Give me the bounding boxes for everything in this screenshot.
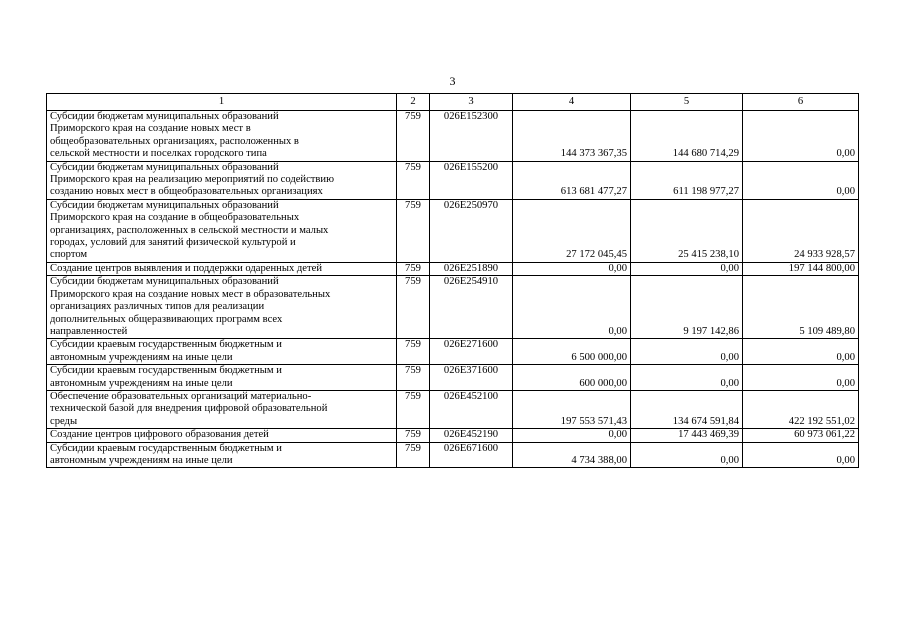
item-name-line: автономным учреждениям на иные цели <box>50 351 233 363</box>
target-article-cell: 026E152300 <box>430 111 513 162</box>
grbs-code-cell: 759 <box>397 262 430 275</box>
grbs-code-cell: 759 <box>397 429 430 442</box>
item-name-cell <box>47 276 397 339</box>
item-name-line: Субсидии краевым государственным бюджетным и <box>50 365 282 377</box>
target-article-cell: 026E452100 <box>430 390 513 428</box>
amount-cell-col5: 611 198 977,27 <box>631 161 743 199</box>
item-name-cell <box>47 429 397 442</box>
item-name-line: технической базой для внедрения цифровой образовательной <box>50 403 328 415</box>
item-name-line: Субсидии бюджетам муниципальных образований <box>50 111 279 122</box>
item-name-cell <box>47 262 397 275</box>
grbs-code-cell: 759 <box>397 161 430 199</box>
amount-cell-col6: 0,00 <box>743 111 859 162</box>
item-name-line: Создание центров выявления и поддержки одаренных детей <box>50 262 323 274</box>
amount-cell-col6: 0,00 <box>743 339 859 365</box>
header-cell-3: 3 <box>430 94 513 111</box>
table-row <box>47 442 859 468</box>
amount-cell-col6: 60 973 061,22 <box>743 429 859 442</box>
item-name-line: Субсидии краевым государственным бюджетным и <box>50 442 282 454</box>
target-article-cell: 026E271600 <box>430 339 513 365</box>
table-row <box>47 262 859 275</box>
table-row <box>47 429 859 442</box>
target-article-cell: 026E250970 <box>430 199 513 262</box>
amount-cell-col4: 0,00 <box>513 262 631 275</box>
item-name-line: направленностей <box>50 325 128 337</box>
amount-cell-col6: 197 144 800,00 <box>743 262 859 275</box>
grbs-code-cell: 759 <box>397 339 430 365</box>
item-name-line: Субсидии бюджетам муниципальных образований <box>50 161 279 173</box>
grbs-code-cell: 759 <box>397 199 430 262</box>
header-cell-4: 4 <box>513 94 631 111</box>
item-name-line: спортом <box>50 249 88 261</box>
item-name-line: автономным учреждениям на иные цели <box>50 377 233 389</box>
item-name-line: Обеспечение образовательных организаций материально- <box>50 390 312 402</box>
item-name-line: Субсидии бюджетам муниципальных образований <box>50 276 279 288</box>
header-cell-6: 6 <box>743 94 859 111</box>
grbs-code-cell: 759 <box>397 442 430 468</box>
table-row <box>47 390 859 428</box>
item-name-cell <box>47 339 397 365</box>
item-name-cell <box>47 199 397 262</box>
amount-cell-col5: 17 443 469,39 <box>631 429 743 442</box>
item-name-cell <box>47 161 397 199</box>
table-row <box>47 161 859 199</box>
item-name-line: Приморского края на реализацию мероприятий по содействию <box>50 174 335 186</box>
item-name-cell <box>47 365 397 391</box>
table-row <box>47 276 859 339</box>
amount-cell-col4: 144 373 367,35 <box>513 111 631 162</box>
item-name-line: среды <box>50 415 78 427</box>
item-name-line: дополнительных общеразвивающих программ всех <box>50 313 283 325</box>
amount-cell-col4: 4 734 388,00 <box>513 442 631 468</box>
amount-cell-col5: 0,00 <box>631 442 743 468</box>
header-cell-5: 5 <box>631 94 743 111</box>
amount-cell-col6: 422 192 551,02 <box>743 390 859 428</box>
budget-table <box>46 93 859 468</box>
item-name-cell <box>47 442 397 468</box>
item-name-cell <box>47 390 397 428</box>
item-name-line: городах, условий для занятий физической культурой и <box>50 237 296 249</box>
amount-cell-col6: 0,00 <box>743 365 859 391</box>
amount-cell-col4: 0,00 <box>513 429 631 442</box>
item-name-line: Приморского края на создание новых мест в <box>50 123 251 135</box>
amount-cell-col5: 0,00 <box>631 365 743 391</box>
grbs-code-cell: 759 <box>397 111 430 162</box>
amount-cell-col4: 0,00 <box>513 276 631 339</box>
table-row <box>47 365 859 391</box>
amount-cell-col6: 24 933 928,57 <box>743 199 859 262</box>
item-name-line: сельской местности и поселках городского типа <box>50 148 267 160</box>
amount-cell-col5: 0,00 <box>631 262 743 275</box>
amount-cell-col4: 6 500 000,00 <box>513 339 631 365</box>
item-name-line: общеобразовательных организациях, расположенных в <box>50 135 299 147</box>
amount-cell-col5: 134 674 591,84 <box>631 390 743 428</box>
table-row <box>47 339 859 365</box>
item-name-line: организациях, расположенных в сельской местности и малых <box>50 224 329 236</box>
target-article-cell: 026E155200 <box>430 161 513 199</box>
grbs-code-cell: 759 <box>397 276 430 339</box>
page-number: 3 <box>449 74 456 88</box>
grbs-code-cell: 759 <box>397 365 430 391</box>
budget-table-body <box>47 94 859 468</box>
item-name-line: Создание центров цифрового образования детей <box>50 429 269 441</box>
amount-cell-col4: 197 553 571,43 <box>513 390 631 428</box>
amount-cell-col5: 25 415 238,10 <box>631 199 743 262</box>
amount-cell-col4: 613 681 477,27 <box>513 161 631 199</box>
amount-cell-col5: 0,00 <box>631 339 743 365</box>
target-article-cell: 026E254910 <box>430 276 513 339</box>
target-article-cell: 026E671600 <box>430 442 513 468</box>
target-article-cell: 026E371600 <box>430 365 513 391</box>
table-row <box>47 111 859 162</box>
header-row <box>47 94 859 111</box>
amount-cell-col6: 0,00 <box>743 442 859 468</box>
header-cell-1: 1 <box>47 94 397 111</box>
grbs-code-cell: 759 <box>397 390 430 428</box>
item-name-line: Приморского края на создание новых мест в образовательных <box>50 288 331 300</box>
amount-cell-col5: 144 680 714,29 <box>631 111 743 162</box>
amount-cell-col4: 600 000,00 <box>513 365 631 391</box>
item-name-line: созданию новых мест в общеобразовательных организациях <box>50 186 323 198</box>
item-name-cell <box>47 111 397 162</box>
item-name-line: автономным учреждениям на иные цели <box>50 454 233 466</box>
amount-cell-col5: 9 197 142,86 <box>631 276 743 339</box>
amount-cell-col6: 5 109 489,80 <box>743 276 859 339</box>
item-name-line: Субсидии краевым государственным бюджетным и <box>50 339 282 351</box>
amount-cell-col4: 27 172 045,45 <box>513 199 631 262</box>
item-name-line: Приморского края на создание в общеобразовательных <box>50 212 300 224</box>
item-name-line: организациях различных типов для реализации <box>50 301 265 313</box>
table-row <box>47 199 859 262</box>
header-cell-2: 2 <box>397 94 430 111</box>
target-article-cell: 026E251890 <box>430 262 513 275</box>
item-name-line: Субсидии бюджетам муниципальных образований <box>50 199 279 211</box>
amount-cell-col6: 0,00 <box>743 161 859 199</box>
target-article-cell: 026E452190 <box>430 429 513 442</box>
